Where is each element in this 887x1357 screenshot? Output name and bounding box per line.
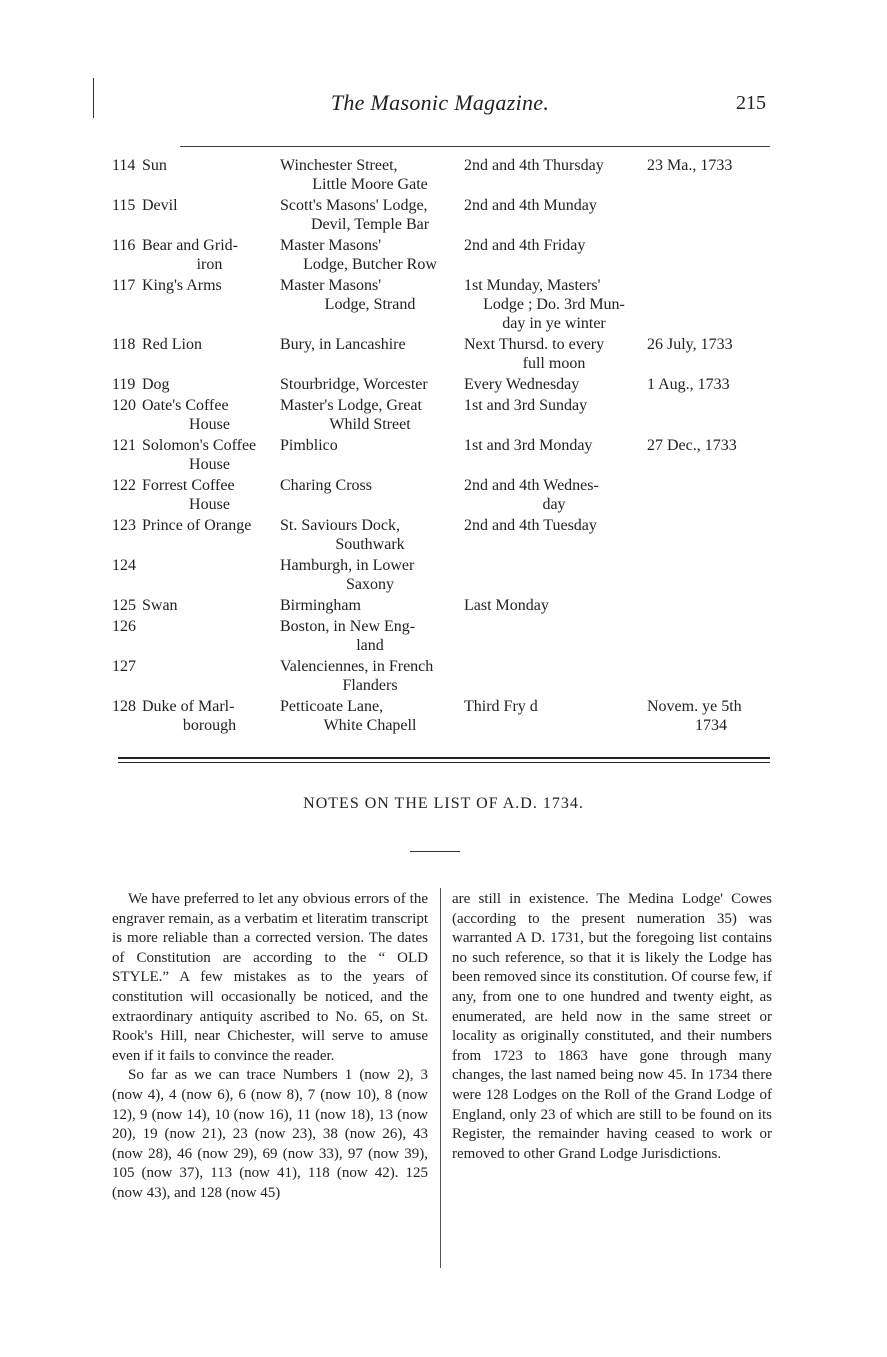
lodge-name-line: House bbox=[189, 416, 230, 433]
lodge-days bbox=[464, 156, 644, 175]
list-end-rule bbox=[118, 757, 770, 759]
margin-line bbox=[93, 78, 94, 118]
lodge-date-line: 27 Dec., 1733 bbox=[647, 437, 737, 454]
lodge-days-line: 2nd and 4th Friday bbox=[464, 237, 586, 254]
lodge-entry bbox=[112, 396, 772, 434]
list-end-rule-thin bbox=[118, 762, 770, 763]
lodge-entry bbox=[112, 375, 772, 394]
lodge-place bbox=[280, 556, 460, 594]
lodge-number: 123 bbox=[112, 517, 136, 534]
lodge-place-line: Bury, in Lancashire bbox=[280, 336, 406, 353]
lodge-name-line: Solomon's Coffee bbox=[142, 437, 257, 454]
lodge-days-line: Next Thursd. to every bbox=[464, 336, 605, 353]
lodge-date-line: Novem. ye 5th bbox=[647, 698, 742, 715]
notes-title: NOTES ON THE LIST OF A.D. 1734. bbox=[303, 795, 584, 812]
lodge-place bbox=[280, 436, 460, 455]
lodge-days-line: Last Monday bbox=[464, 597, 549, 614]
lodge-number: 120 bbox=[112, 397, 136, 414]
notes-left-column bbox=[112, 890, 428, 1204]
lodge-place-line: Devil, Temple Bar bbox=[310, 216, 430, 233]
lodge-place-line: Valenciennes, in French bbox=[280, 658, 434, 675]
lodge-place-line: Saxony bbox=[346, 576, 394, 593]
lodge-date bbox=[647, 436, 775, 455]
lodge-place-line: Scott's Masons' Lodge, bbox=[280, 197, 428, 214]
lodge-place bbox=[280, 476, 460, 495]
lodge-days bbox=[464, 697, 644, 716]
notes-paragraph-3: are still in existence. The Medina Lodge' Cowes (according to the present numeration 35) was warranted A D. 1731, but the foregoing list contains no such reference, so that it is likely the Lodge has been removed since its constitution. Of course few, if any, from one to one hundred and twenty eight, as enumerated, are held now in the same street or locality as originally constituted, and their numbers from 1723 to 1863 have gone through many changes, the last named being now 45. In 1734 there were 128 Lodges on the Roll of the Grand Lodge of England, only 23 of which are still to be found on its Register, the remainder having ceased to work or removed to other Grand Lodge Jurisdictions. bbox=[452, 891, 772, 1162]
lodge-name bbox=[142, 236, 277, 274]
section-rule bbox=[410, 851, 460, 852]
lodge-entry bbox=[112, 436, 772, 474]
lodge-name-line: Devil bbox=[142, 197, 178, 214]
lodge-place bbox=[280, 617, 460, 655]
lodge-place-line: Lodge, Strand bbox=[324, 296, 416, 313]
lodge-place bbox=[280, 156, 460, 194]
lodge-number: 124 bbox=[112, 557, 136, 574]
lodge-days-line: 2nd and 4th Wednes- bbox=[464, 477, 599, 494]
page-number: 215 bbox=[736, 92, 766, 114]
lodge-place bbox=[280, 697, 460, 735]
lodge-name bbox=[142, 396, 277, 434]
lodge-entry bbox=[112, 196, 772, 234]
lodge-place-line: White Chapell bbox=[323, 717, 417, 734]
lodge-number: 119 bbox=[112, 376, 136, 393]
lodge-name-line: Oate's Coffee bbox=[142, 397, 229, 414]
lodge-number: 122 bbox=[112, 477, 136, 494]
lodge-days-line: 1st and 3rd Sunday bbox=[464, 397, 588, 414]
lodge-name-line: Red Lion bbox=[142, 336, 202, 353]
notes-right-column bbox=[452, 890, 772, 1164]
lodge-days bbox=[464, 476, 644, 514]
page-header bbox=[110, 90, 770, 130]
lodge-number: 121 bbox=[112, 437, 136, 454]
lodge-entry bbox=[112, 596, 772, 615]
lodge-name bbox=[142, 596, 277, 615]
lodge-place bbox=[280, 596, 460, 615]
lodge-name bbox=[142, 476, 277, 514]
lodge-date bbox=[647, 335, 775, 354]
lodge-number: 126 bbox=[112, 618, 136, 635]
lodge-days bbox=[464, 335, 644, 373]
lodge-days-line: 1st Munday, Masters' bbox=[464, 277, 601, 294]
lodge-place-line: Birmingham bbox=[280, 597, 361, 614]
lodge-place-line: Master Masons' bbox=[280, 237, 382, 254]
lodge-days-line: Third Fry d bbox=[464, 698, 538, 715]
lodge-entry bbox=[112, 335, 772, 373]
lodge-name-line: Prince of Orange bbox=[142, 517, 252, 534]
lodge-place bbox=[280, 516, 460, 554]
lodge-entry bbox=[112, 556, 772, 594]
lodge-place-line: Master Masons' bbox=[280, 277, 382, 294]
lodge-place-line: Lodge, Butcher Row bbox=[303, 256, 437, 273]
lodge-days-line: 2nd and 4th Thursday bbox=[464, 157, 604, 174]
lodge-entry bbox=[112, 236, 772, 274]
lodge-name bbox=[142, 375, 277, 394]
lodge-date-line: 1 Aug., 1733 bbox=[647, 376, 730, 393]
lodge-name-line: King's Arms bbox=[142, 277, 222, 294]
lodge-place-line: Charing Cross bbox=[280, 477, 372, 494]
lodge-name bbox=[142, 436, 277, 474]
lodge-number: 116 bbox=[112, 237, 136, 254]
lodge-date bbox=[647, 375, 775, 394]
lodge-days bbox=[464, 516, 644, 535]
lodge-place-line: Pimblico bbox=[280, 437, 338, 454]
lodge-days-line: day bbox=[542, 496, 566, 513]
lodge-name-line: House bbox=[189, 496, 230, 513]
lodge-days bbox=[464, 276, 644, 333]
lodge-date bbox=[647, 697, 775, 735]
lodge-name bbox=[142, 196, 277, 215]
lodge-place-line: Hamburgh, in Lower bbox=[280, 557, 415, 574]
lodge-place bbox=[280, 196, 460, 234]
lodge-number: 115 bbox=[112, 197, 136, 214]
lodge-place-line: Little Moore Gate bbox=[312, 176, 428, 193]
notes-paragraph-2: So far as we can trace Numbers 1 (now 2), 3 (now 4), 4 (now 6), 6 (now 8), 7 (now 10), 8 (now 12), 9 (now 14), 10 (now 16), 11 (now 18), 13 (now 20), 19 (now 21), 23 (now 23), 38 (now 26), 43 (now 28), 46 (now 29), 69 (now 33), 97 (now 39), 105 (now 37), 113 (now 41), 118 (now 42). 125 (now 43), and 128 (now 45) bbox=[112, 1067, 428, 1201]
lodge-name-line: Swan bbox=[142, 597, 178, 614]
lodge-number: 127 bbox=[112, 658, 136, 675]
lodge-days-line: day in ye winter bbox=[502, 315, 606, 332]
lodge-name-line: iron bbox=[196, 256, 223, 273]
lodge-entry bbox=[112, 617, 772, 655]
lodge-name-line: borough bbox=[182, 717, 237, 734]
lodge-entry bbox=[112, 516, 772, 554]
lodge-name-line: House bbox=[189, 456, 230, 473]
lodge-entry bbox=[112, 697, 772, 735]
lodge-place-line: Southwark bbox=[335, 536, 405, 553]
lodge-days-line: 2nd and 4th Tuesday bbox=[464, 517, 597, 534]
lodge-days-line: Lodge ; Do. 3rd Mun- bbox=[483, 296, 625, 313]
lodge-number: 125 bbox=[112, 597, 136, 614]
lodge-place-line: St. Saviours Dock, bbox=[280, 517, 400, 534]
lodge-place bbox=[280, 657, 460, 695]
lodge-days-line: 1st and 3rd Monday bbox=[464, 437, 593, 454]
lodge-days bbox=[464, 596, 644, 615]
lodge-days bbox=[464, 196, 644, 215]
lodge-number: 114 bbox=[112, 157, 136, 174]
lodge-days bbox=[464, 436, 644, 455]
lodge-date-line: 23 Ma., 1733 bbox=[647, 157, 733, 174]
lodge-place bbox=[280, 236, 460, 274]
lodge-place-line: Boston, in New Eng- bbox=[280, 618, 416, 635]
lodge-entry bbox=[112, 657, 772, 695]
lodge-days-line: full moon bbox=[522, 355, 586, 372]
lodge-place bbox=[280, 396, 460, 434]
lodge-place-line: Petticoate Lane, bbox=[280, 698, 384, 715]
lodge-place-line: Flanders bbox=[342, 677, 398, 694]
lodge-number: 118 bbox=[112, 336, 136, 353]
lodge-days bbox=[464, 375, 644, 394]
lodge-place bbox=[280, 335, 460, 354]
lodge-days-line: Every Wednesday bbox=[464, 376, 580, 393]
lodge-name-line: Duke of Marl- bbox=[142, 698, 235, 715]
lodge-name bbox=[142, 335, 277, 354]
lodge-name-line: Forrest Coffee bbox=[142, 477, 235, 494]
lodge-name-line: Bear and Grid- bbox=[142, 237, 238, 254]
lodge-date-line: 1734 bbox=[695, 717, 727, 734]
lodge-place-line: land bbox=[356, 637, 384, 654]
lodge-number: 128 bbox=[112, 698, 136, 715]
lodge-place-line: Master's Lodge, Great bbox=[280, 397, 422, 414]
running-title: The Masonic Magazine. bbox=[330, 90, 550, 115]
lodge-name-line: Dog bbox=[142, 376, 170, 393]
lodge-name bbox=[142, 697, 277, 735]
lodge-name-line: Sun bbox=[142, 157, 167, 174]
header-rule bbox=[180, 146, 770, 147]
lodge-name bbox=[142, 276, 277, 295]
lodge-place-line: Whild Street bbox=[329, 416, 411, 433]
lodge-entry bbox=[112, 476, 772, 514]
lodge-name bbox=[142, 516, 277, 535]
lodge-place-line: Stourbridge, Worcester bbox=[280, 376, 428, 393]
lodge-date-line: 26 July, 1733 bbox=[647, 336, 733, 353]
lodge-date bbox=[647, 156, 775, 175]
lodge-entry bbox=[112, 156, 772, 194]
lodge-days bbox=[464, 396, 644, 415]
lodge-place bbox=[280, 375, 460, 394]
lodge-entry bbox=[112, 276, 772, 333]
lodge-name bbox=[142, 156, 277, 175]
lodge-place-line: Winchester Street, bbox=[280, 157, 398, 174]
lodge-days bbox=[464, 236, 644, 255]
lodge-place bbox=[280, 276, 460, 314]
column-divider bbox=[440, 888, 441, 1268]
notes-paragraph-1: We have preferred to let any obvious errors of the engraver remain, as a verbatim et literatim transcript is more reliable than a corrected version. The dates of Constitution are according to the “ OLD STYLE.” A few mistakes as to the years of constitution will occasionally be noticed, and the extraordinary antiquity ascribed to No. 65, on St. Rook's Hill, near Chichester, will serve to amuse even if it fails to convince the reader. bbox=[112, 891, 428, 1064]
lodge-number: 117 bbox=[112, 277, 136, 294]
lodge-days-line: 2nd and 4th Munday bbox=[464, 197, 597, 214]
